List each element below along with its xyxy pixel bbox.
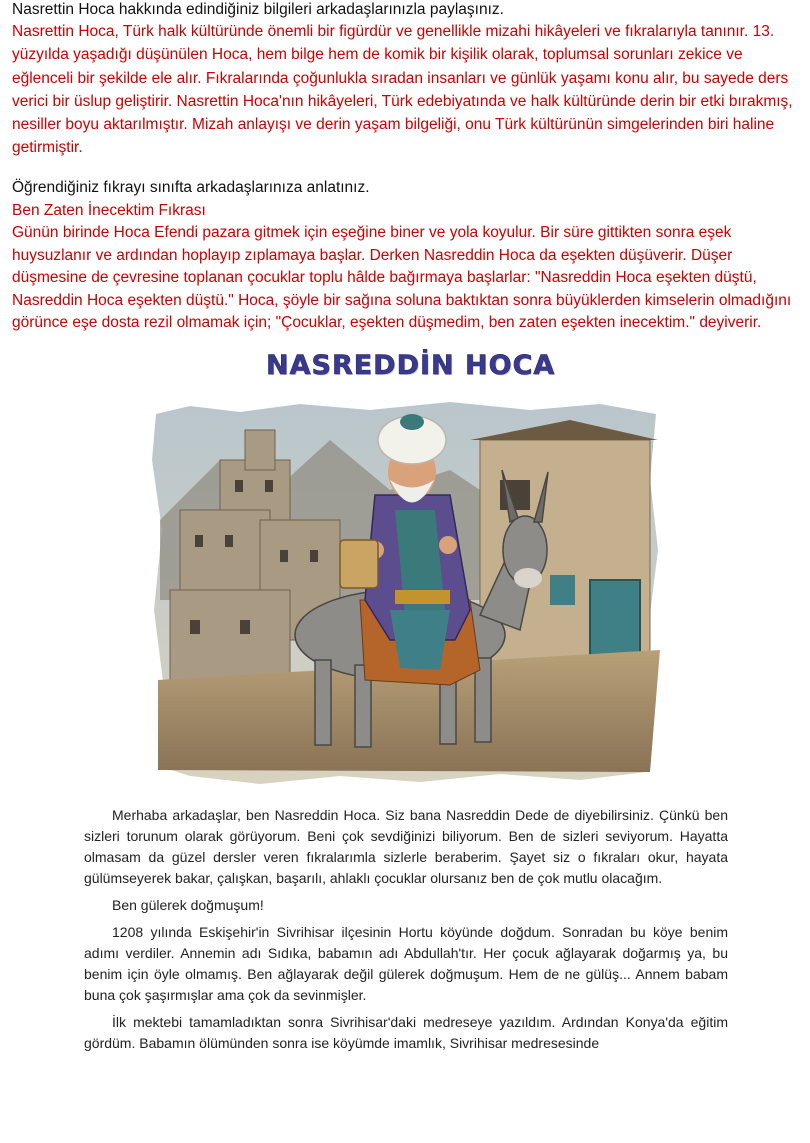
story-title: Ben Zaten İnecektim Fıkrası bbox=[12, 202, 206, 219]
bag bbox=[340, 540, 378, 588]
bio-paragraph: İlk mektebi tamamladıktan sonra Sivrihisar'daki medreseye yazıldım. Ardından Konya'da eğitim gördüm. Babamın ölümünden sonra ise köyümde imamlık, Sivrihisar medresesinde bbox=[84, 1014, 728, 1051]
banner-title: NASREDDİN HOCA bbox=[266, 350, 556, 381]
answer-1: Nasrettin Hoca, Türk halk kültüründe önemli bir figürdür ve genellikle mizahi hikâyeleri ve fıkralarıyla tanınır. 13. yüzyılda yaşadığı düşünülen Hoca, hem bilge hem de komik bir kişilik olarak, toplumsal sorunları zekice ve eğlenceli bir şekilde ele alır. Fıkralarında çoğunlukla sıradan insanları ve günlük yaşamı konu alır, bu sayede ders verici bir üslup geliştirir. Nasrettin Hoca'nın hikâyeleri, Türk edebiyatında ve halk kültüründe derin bir etki bırakmış, nesiller boyu aktarılmıştır. Mizah anlayışı ve derin yaşam bilgeliği, onu Türk kültürünün simgelerinden biri haline getirmiştir. bbox=[12, 23, 793, 157]
nasreddin-hoca-illustration bbox=[150, 400, 662, 786]
question-1: Nasrettin Hoca hakkında edindiğiniz bilgileri arkadaşlarınızla paylaşınız. bbox=[12, 1, 504, 18]
story-body: Günün birinde Hoca Efendi pazara gitmek için eşeğine biner ve yola koyulur. Bir süre gittikten sonra eşek huysuzlanır ve ardından hoplayıp zıplamaya başlar. Derken Nasreddin Hoca da eşekten düşüverir. Düşer düşmesine de çevresine toplanan çocuklar toplu hâlde bağırmaya başlarlar: "Nasreddin Hoca eşekten düştü, Nasreddin Hoca eşekten düştü." Hoca, şöyle bir sağına soluna baktıktan sonra büyüklerden kimselerin olmadığını görünce eşe dosta rezil olmamak için; "Çocuklar, eşekten düşmedim, ben zaten eşekten inecektim." deyiverir. bbox=[12, 224, 792, 332]
biography-text bbox=[84, 805, 728, 1060]
bio-paragraph: Ben gülerek doğmuşum! bbox=[112, 897, 264, 913]
bio-paragraph: 1208 yılında Eskişehir'in Sivrihisar ilçesinin Hortu köyünde doğdum. Sonradan bu köye benim adımı verdiler. Annemin adı Sıdıka, babamın adı Abdullah'tır. Her çocuk ağlayarak doğarmış ya, bu benim için öyle olmamış. Ben ağlayarak değil gülerek doğmuşum. Hem de ne gülüş... Annem babam buna çok şaşırmışlar ama çok da sevinmişler. bbox=[84, 924, 728, 1003]
question-2: Öğrendiğiniz fıkrayı sınıfta arkadaşlarınıza anlatınız. bbox=[12, 179, 370, 196]
bio-paragraph: Merhaba arkadaşlar, ben Nasreddin Hoca. Siz bana Nasreddin Dede de diyebilirsiniz. Çünkü ben sizleri torunum olarak görüyorum. Beni çok sevdiğinizi biliyorum. Ben de sizleri seviyorum. Hayatta olmasam da güzel dersler veren fıkralarımla sizlerle beraberim. Şayet siz o fıkraları okur, hayata gülümseyerek bakar, çalışkan, başarılı, ahlaklı çocuklar olursanız ben de çok mutlu olacağım. bbox=[84, 807, 728, 886]
